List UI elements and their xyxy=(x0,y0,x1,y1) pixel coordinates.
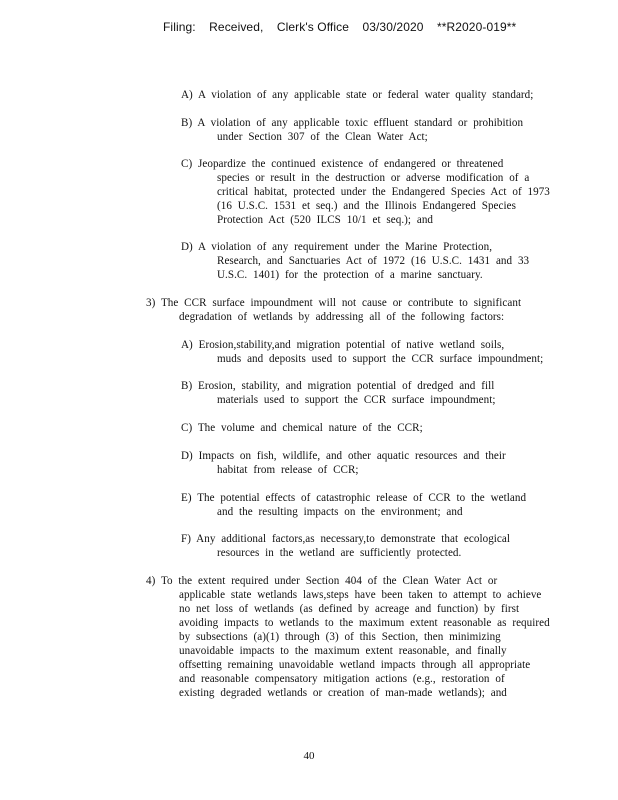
body-line: offsetting remaining unavoidable wetland impacts through all appropriate xyxy=(179,659,531,671)
body-line: existing degraded wetlands or creation of man-made wetlands); and xyxy=(179,687,507,699)
body-line: applicable state wetlands laws,steps have been taken to attempt to achieve xyxy=(179,589,542,601)
item-e-catastrophic-release xyxy=(181,491,526,519)
body-line: F) Any additional factors,as necessary,to demonstrate that ecological xyxy=(181,533,511,545)
item-b-toxic-effluent xyxy=(181,116,523,144)
body-line: by subsections (a)(1) through (3) of this Section, then minimizing xyxy=(179,631,501,643)
filing-date: 03/30/2020 xyxy=(362,20,424,34)
filing-label: Filing: xyxy=(163,20,196,34)
body-line: unavoidable impacts to the maximum extent reasonable, and finally xyxy=(179,645,507,657)
section-4-no-net-loss xyxy=(146,574,550,700)
body-line: D) A violation of any requirement under the Marine Protection, xyxy=(181,241,493,253)
body-line: 4) To the extent required under Section 404 of the Clean Water Act or xyxy=(146,575,498,587)
item-a-erosion-native-soils xyxy=(181,338,543,366)
item-f-additional-factors xyxy=(181,532,510,560)
item-d-impacts-fish xyxy=(181,449,506,477)
clerks-office-label: Clerk's Office xyxy=(276,20,350,34)
body-line: and the resulting impacts on the environment; and xyxy=(217,506,463,518)
docket-number: **R2020-019** xyxy=(436,20,517,34)
body-line: B) Erosion, stability, and migration potential of dredged and fill xyxy=(181,380,495,392)
body-line: A) Erosion,stability,and migration potential of native wetland soils, xyxy=(181,339,505,351)
body-line: D) Impacts on fish, wildlife, and other aquatic resources and their xyxy=(181,450,506,462)
item-a-violation-standard xyxy=(181,88,533,102)
body-line: habitat from release of CCR; xyxy=(217,464,359,476)
body-line: avoiding impacts to wetlands to the maximum extent reasonable as required xyxy=(179,617,550,629)
body-line: E) The potential effects of catastrophic release of CCR to the wetland xyxy=(181,492,527,504)
body-line: B) A violation of any applicable toxic effluent standard or prohibition xyxy=(181,117,524,129)
body-line: materials used to support the CCR surface impoundment; xyxy=(217,394,496,406)
item-c-endangered-species xyxy=(181,157,550,227)
body-line: C) The volume and chemical nature of the CCR; xyxy=(181,422,423,434)
section-3-wetland-degradation xyxy=(146,296,521,324)
page-number: 40 xyxy=(303,750,315,762)
body-line: no net loss of wetlands (as defined by acreage and function) by first xyxy=(179,603,520,615)
body-line: Protection Act (520 ILCS 10/1 et seq.); and xyxy=(217,214,434,226)
body-line: muds and deposits used to support the CCR surface impoundment; xyxy=(217,353,544,365)
body-line: A) A violation of any applicable state or federal water quality standard; xyxy=(181,89,534,101)
body-line: Research, and Sanctuaries Act of 1972 (16 U.S.C. 1431 and 33 xyxy=(217,255,530,267)
body-line: and reasonable compensatory mitigation actions (e.g., restoration of xyxy=(179,673,505,685)
body-line: species or result in the destruction or adverse modification of a xyxy=(217,172,530,184)
body-line: resources in the wetland are sufficiently protected. xyxy=(217,547,462,559)
body-line: critical habitat, protected under the Endangered Species Act of 1973 xyxy=(217,186,550,198)
item-d-marine-protection xyxy=(181,240,529,282)
item-b-dredged-fill xyxy=(181,379,496,407)
body-line: under Section 307 of the Clean Water Act; xyxy=(217,131,428,143)
body-line: U.S.C. 1401) for the protection of a marine sanctuary. xyxy=(217,269,483,281)
body-line: 3) The CCR surface impoundment will not cause or contribute to significant xyxy=(146,297,522,309)
body-line: C) Jeopardize the continued existence of endangered or threatened xyxy=(181,158,504,170)
item-c-volume-ccr xyxy=(181,421,423,435)
body-line: (16 U.S.C. 1531 et seq.) and the Illinois Endangered Species xyxy=(217,200,516,212)
body-line: degradation of wetlands by addressing all of the following factors: xyxy=(179,311,505,323)
received-label: Received, xyxy=(209,20,264,34)
